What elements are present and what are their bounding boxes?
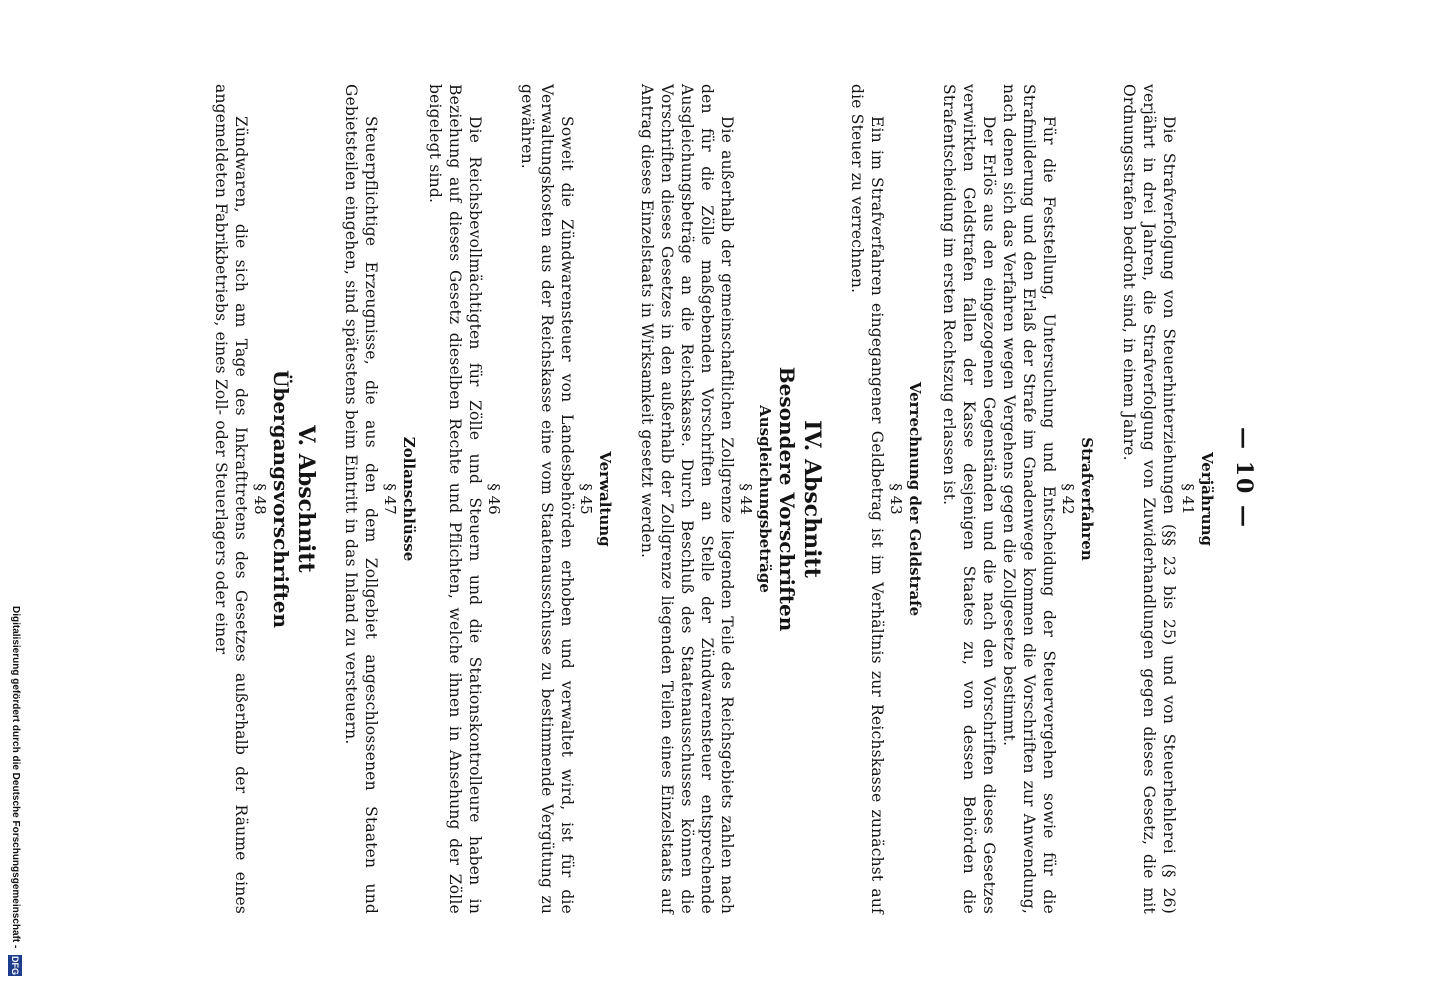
heading-ausgleichungsbetraege: Ausgleichungsbeträge [756,405,774,593]
part-5-title: V. Abschnitt [293,425,319,573]
text-42-b: Der Erlös aus den eingezogenen Gegenständen und die nach den Vorschriften dieses Gesetzes verwirkten Geldstrafen fallen der Kasse desjenigen Staates zu, von dessen Behörden die Strafentscheidung im ersten Rechtszug erlassen ist. [940,84,998,914]
text-41: Die Strafverfolgung von Steuerhinterziehungen (§§ 23 bis 25) und von Steuerhehlerei (§ 26) verjährt in drei Jahren, die Strafverfolgung von Zuwiderhandlungen gegen dieses Gesetz, die mit Ordnungsstrafen bedroht sind, in einem Jahre. [1120,84,1178,914]
paragraph-48: § 48 [251,483,269,515]
text-42-a: Für die Feststellung, Untersuchung und Entscheidung der Steuervergehen sowie für die Strafmilderung und den Erlaß der Strafe im Gnadenwege kommen die Vorschriften zur Anwendung, nach denen sich das Verfahren wegen Vergehens gegen die Zollgesetze bestimmt. [1000,84,1058,914]
dfg-badge: DFG [10,956,20,976]
paragraph-44: § 44 [737,483,755,515]
text-44: Die außerhalb der gemeinschaftlichen Zollgrenze liegenden Teile des Reichsgebiets zahlen nach den für die Zölle maßgebenden Vorschriften an Stelle der Zündwarensteuer entsprechende Ausgleichungsbeträge an die Reichskasse. Durch Beschluß des Staatenausschusses können die Vorschriften dieses Gesetzes in den außerhalb der Zollgrenze liegenden Teilen eines Einzelstaats auf Antrag dieses Einzelstaats in Wirksamkeit gesetzt werden. [638,84,736,914]
text-48: Zündwaren, die sich am Tage des Inkrafttretens des Gesetzes außerhalb der Räume eines angemeldeten Fabrikbetriebs, eines Zoll- oder Steuerlagers oder einer [212,84,250,914]
part-4-subtitle: Besondere Vorschriften [775,366,799,632]
digitization-note-text: Digitalisierung gefördert durch die Deutsche Forschungsgemeinschaft - [10,606,21,949]
part-4-title: IV. Abschnitt [799,420,825,578]
paragraph-42: § 42 [1059,483,1077,515]
heading-verwaltung: Verwaltung [596,451,614,547]
paragraph-43: § 43 [887,483,905,515]
paragraph-45: § 45 [577,483,595,515]
text-47: Steuerpflichtige Erzeugnisse, die aus den dem Zollgebiet angeschlossenen Staaten und Gebietsteilen eingehen, sind spätestens beim Eintritt in das Inland zu versteuern. [342,84,380,914]
paragraph-46: § 46 [485,483,503,515]
rotated-page [91,28,1271,928]
text-46: Die Reichsbevollmächtigten für Zölle und Steuern und die Stationskontrolleure haben in Beziehung auf dieses Gesetz dieselben Rechte und Pflichten, welche ihnen in Ansehung der Zölle beigelegt sind. [426,84,484,914]
page-body [211,84,1217,914]
heading-verjaehrung: Verjährung [1198,452,1216,546]
part-5-subtitle: Übergangsvorschriften [269,369,293,629]
text-43: Ein im Strafverfahren eingegangener Geldbetrag ist im Verhältnis zur Reichskasse zunächst auf die Steuer zu verrechnen. [848,84,886,914]
heading-strafverfahren: Strafverfahren [1078,437,1096,561]
text-45: Soweit die Zündwarensteuer von Landesbehörden erhoben und verwaltet wird, ist für die Verwaltungskosten aus der Reichskasse eine vom Staatenausschusse zu bestimmende Vergütung zu gewähren. [518,84,576,914]
paragraph-41: § 41 [1179,483,1197,515]
heading-zollanschluesse: Zollanschlüsse [400,436,418,562]
page-number: — 10 — [1231,427,1257,529]
paragraph-47: § 47 [381,483,399,515]
digitization-note [8,606,22,976]
heading-verrechnung: Verrechnung der Geldstrafe [906,381,924,617]
